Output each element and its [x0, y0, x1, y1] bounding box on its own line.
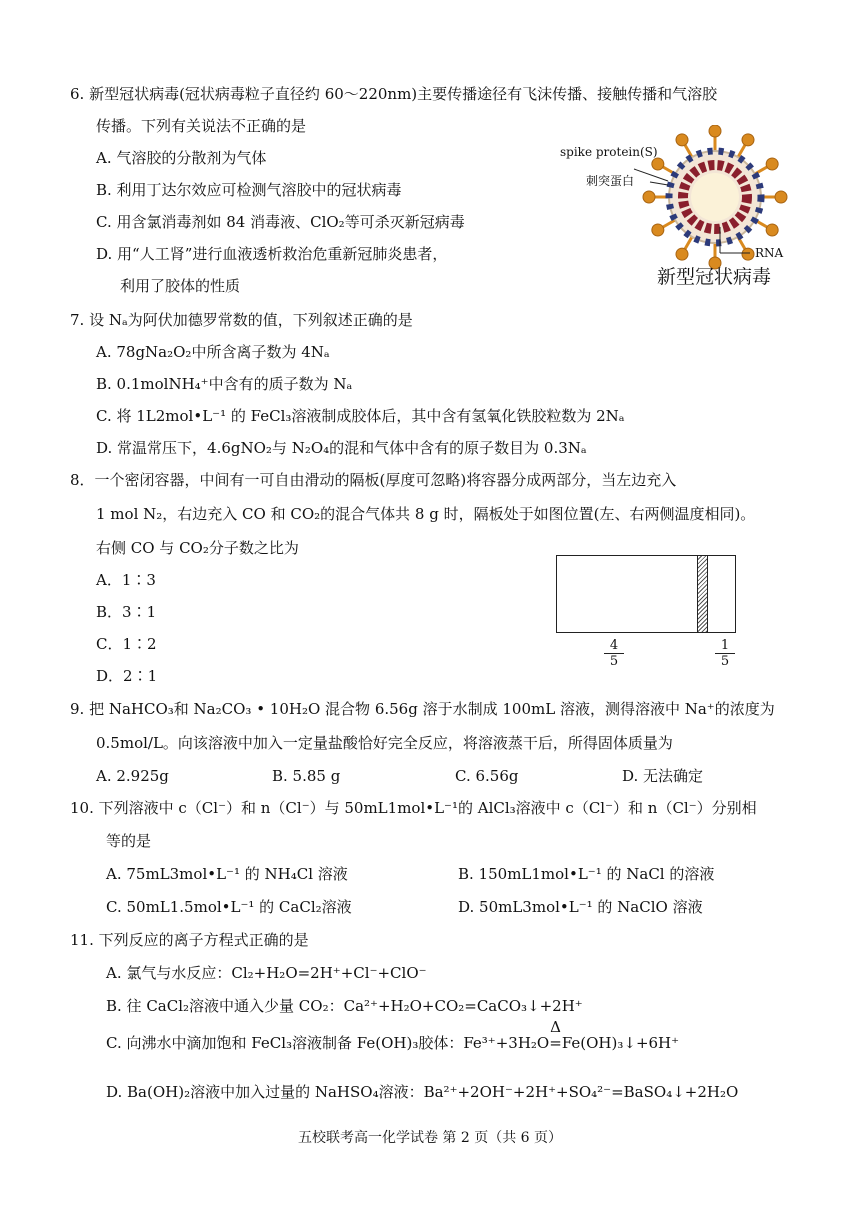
- q6-option-a: A. 气溶胶的分散剂为气体: [96, 149, 267, 167]
- equals-symbol: =: [549, 1034, 562, 1052]
- spike-protein-cn-label: 刺突蛋白: [586, 174, 635, 188]
- q11-stem: 11. 下列反应的离子方程式正确的是: [70, 931, 309, 949]
- q9-option-d: D. 无法确定: [622, 767, 704, 785]
- fraction-left: [604, 638, 624, 669]
- delta-symbol: Δ: [550, 1018, 561, 1036]
- q6-option-d-line2: 利用了胶体的性质: [120, 277, 241, 295]
- q8-stem-line3: 右侧 CO 与 CO₂分子数之比为: [96, 539, 299, 557]
- q11-option-c: [106, 1018, 680, 1054]
- q9-option-b: B. 5.85 g: [272, 767, 341, 785]
- q10-option-b: B. 150mL1mol•L⁻¹ 的 NaCl 的溶液: [458, 865, 715, 883]
- q7-option-b: B. 0.1molNH₄⁺中含有的质子数为 Nₐ: [96, 375, 353, 393]
- q7-option-d: D. 常温常压下，4.6gNO₂与 N₂O₄的混和气体中含有的原子数目为 0.3Nₐ: [96, 439, 587, 457]
- q10-option-d: D. 50mL3mol•L⁻¹ 的 NaClO 溶液: [458, 898, 703, 916]
- fraction-right: [715, 638, 735, 669]
- fraction-right-denominator: 5: [720, 654, 730, 669]
- spike-protein-label: spike protein(S): [560, 145, 658, 159]
- coronavirus-figure: [560, 125, 795, 290]
- q10-stem-line1: 10. 下列溶液中 c（Cl⁻）和 n（Cl⁻）与 50mL1mol•L⁻¹的 AlCl₃溶液中 c（Cl⁻）和 n（Cl⁻）分别相: [70, 799, 757, 817]
- q7-option-c: C. 将 1L2mol•L⁻¹ 的 FeCl₃溶液制成胶体后，其中含有氢氧化铁胶粒数为 2Nₐ: [96, 407, 625, 425]
- q8-stem-line1: 8．一个密闭容器，中间有一可自由滑动的隔板(厚度可忽略)将容器分成两部分，当左边充入: [70, 471, 677, 489]
- q10-option-c: C. 50mL1.5mol•L⁻¹ 的 CaCl₂溶液: [106, 898, 352, 916]
- q8-option-d: D．2∶1: [96, 667, 158, 685]
- q11-option-c-right: Fe(OH)₃↓+6H⁺: [561, 1034, 680, 1052]
- q9-stem-line1: 9. 把 NaHCO₃和 Na₂CO₃ • 10H₂O 混合物 6.56g 溶于水制成 100mL 溶液，测得溶液中 Na⁺的浓度为: [70, 700, 775, 718]
- fraction-right-numerator: 1: [715, 638, 735, 654]
- q8-option-b: B．3∶1: [96, 603, 157, 621]
- figure-caption: 新型冠状病毒: [657, 266, 772, 288]
- q7-option-a: A. 78gNa₂O₂中所含离子数为 4Nₐ: [96, 343, 330, 361]
- sliding-partition: [697, 556, 708, 632]
- q6-option-c: C. 用含氯消毒剂如 84 消毒液、ClO₂等可杀灭新冠病毒: [96, 213, 465, 231]
- rna-label: RNA: [755, 246, 784, 260]
- fraction-left-denominator: 5: [609, 654, 619, 669]
- q8-option-c: C．1∶2: [96, 635, 157, 653]
- q8-option-a: A．1∶3: [96, 571, 156, 589]
- q11-option-c-left: C. 向沸水中滴加饱和 FeCl₃溶液制备 Fe(OH)₃胶体：Fe³⁺+3H₂O: [106, 1034, 550, 1052]
- container-diagram: [556, 555, 736, 633]
- q9-stem-line2: 0.5mol/L。向该溶液中加入一定量盐酸恰好完全反应，将溶液蒸干后，所得固体质量为: [96, 734, 673, 752]
- q11-option-a: A. 氯气与水反应：Cl₂+H₂O=2H⁺+Cl⁻+ClO⁻: [106, 964, 427, 982]
- q6-stem-line2: 传播。下列有关说法不正确的是: [96, 117, 307, 135]
- q6-stem-line1: 6. 新型冠状病毒(冠状病毒粒子直径约 60～220nm)主要传播途径有飞沫传播、接触传播和气溶胶: [70, 85, 718, 103]
- q9-option-c: C. 6.56g: [455, 767, 519, 785]
- q6-option-d-line1: D. 用“人工肾”进行血液透析救治危重新冠肺炎患者，: [96, 245, 448, 263]
- page-footer: 五校联考高一化学试卷 第 2 页（共 6 页）: [297, 1130, 563, 1146]
- fraction-left-numerator: 4: [604, 638, 624, 654]
- q10-stem-line2: 等的是: [106, 832, 152, 850]
- q8-stem-line2: 1 mol N₂，右边充入 CO 和 CO₂的混合气体共 8 g 时，隔板处于如图位置(左、右两侧温度相同)。: [96, 505, 756, 523]
- q7-stem: 7. 设 Nₐ为阿伏加德罗常数的值，下列叙述正确的是: [70, 311, 413, 329]
- q10-option-a: A. 75mL3mol•L⁻¹ 的 NH₄Cl 溶液: [106, 865, 348, 883]
- q9-option-a: A. 2.925g: [96, 767, 169, 785]
- q6-option-b: B. 利用丁达尔效应可检测气溶胶中的冠状病毒: [96, 181, 402, 199]
- q11-option-d: D. Ba(OH)₂溶液中加入过量的 NaHSO₄溶液：Ba²⁺+2OH⁻+2H⁺+SO₄²⁻=BaSO₄↓+2H₂O: [106, 1083, 739, 1101]
- heating-equals-sign: [549, 1018, 562, 1054]
- q11-option-b: B. 往 CaCl₂溶液中通入少量 CO₂：Ca²⁺+H₂O+CO₂=CaCO₃↓+2H⁺: [106, 997, 583, 1015]
